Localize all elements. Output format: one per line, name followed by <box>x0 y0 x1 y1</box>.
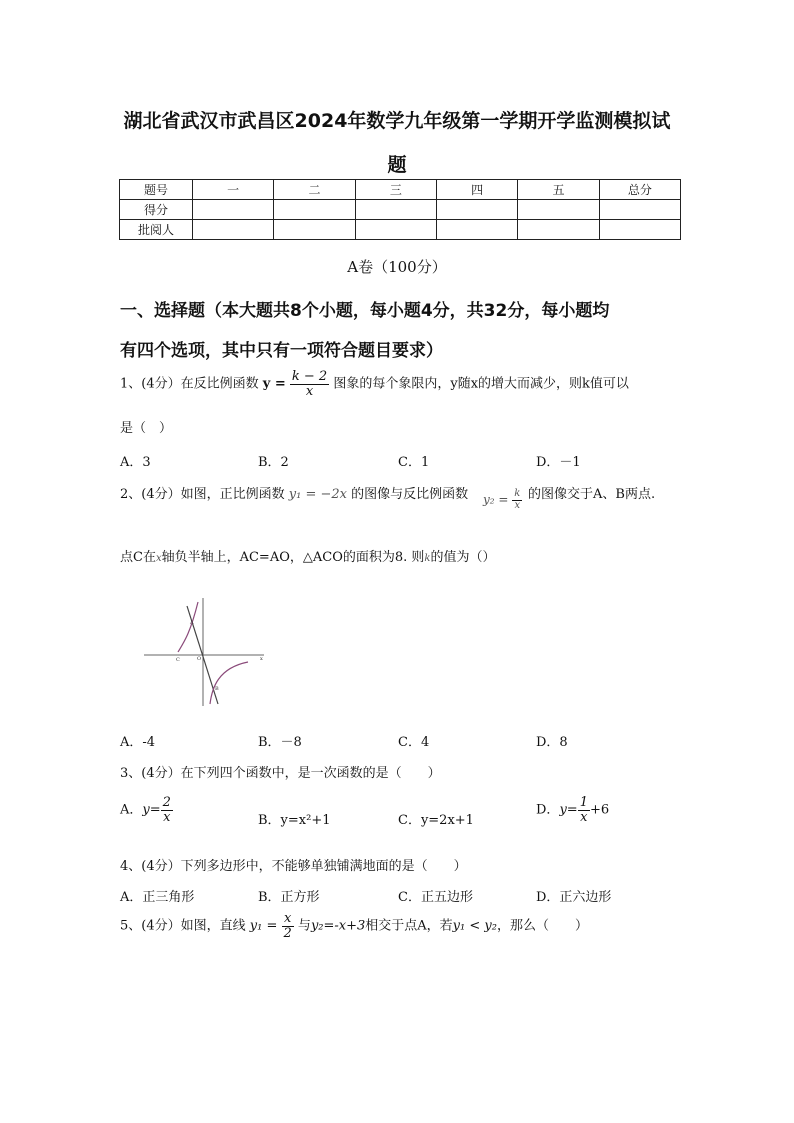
option-c[interactable]: C．4 <box>398 735 430 750</box>
denominator: x <box>305 383 314 399</box>
question-2 <box>120 483 468 502</box>
question-text: 轴负半轴上，AC=AO，△ACO的面积为8. 则 <box>161 550 425 565</box>
question-text: ，那么（ ） <box>496 918 588 934</box>
option-c[interactable]: C．正五边形 <box>398 890 473 905</box>
table-cell <box>193 200 274 220</box>
question-text: 5、(4分）如图，直线 <box>120 918 246 934</box>
option-d[interactable]: D．正六边形 <box>536 890 612 905</box>
question-text: 1、(4分）在反比例函数 <box>120 376 259 392</box>
table-cell: 得分 <box>120 200 193 220</box>
option-c[interactable]: C．1 <box>398 455 430 470</box>
table-cell <box>274 220 355 240</box>
formula-lhs: y= <box>559 802 578 818</box>
score-table <box>119 179 681 240</box>
formula: y₂=-x+3 <box>310 918 366 934</box>
table-cell <box>436 200 517 220</box>
fraction <box>290 370 329 398</box>
formula-lhs: y= <box>142 802 161 818</box>
table-cell: 题号 <box>120 180 193 200</box>
option-b[interactable]: B．正方形 <box>258 890 320 905</box>
table-cell <box>355 220 436 240</box>
option-label: D． <box>536 802 560 818</box>
denominator: x <box>514 499 521 511</box>
label-x-axis: x <box>260 656 263 662</box>
question-text: 2、(4分）如图，正比例函数 <box>120 487 285 502</box>
fraction <box>512 489 522 511</box>
option-b[interactable]: B．－8 <box>258 735 302 750</box>
question-text: 图象的每个象限内，y随x的增大而减少，则k值可以 <box>333 376 629 392</box>
numerator: k − 2 <box>291 369 328 384</box>
section-heading: A卷（100分） <box>347 258 447 276</box>
document-title-line1: 湖北省武汉市武昌区2024年数学九年级第一学期开学监测模拟试 <box>123 110 671 132</box>
option-c[interactable]: C．y=2x+1 <box>398 813 474 828</box>
option-b[interactable]: B．2 <box>258 455 289 470</box>
table-cell <box>274 200 355 220</box>
denominator: x <box>163 809 171 825</box>
table-cell <box>599 220 680 240</box>
table-cell: 批阅人 <box>120 220 193 240</box>
table-cell: 一 <box>193 180 274 200</box>
fraction <box>578 796 590 824</box>
table-cell: 二 <box>274 180 355 200</box>
table-row <box>120 200 681 220</box>
question-text: 的图像与反比例函数 <box>351 487 469 502</box>
table-cell <box>193 220 274 240</box>
question-2-line2 <box>120 546 495 565</box>
var-x: x <box>155 553 162 564</box>
formula-lhs: y₁ = <box>249 918 278 934</box>
label-c: C <box>176 657 180 663</box>
table-cell <box>518 200 599 220</box>
question-1-line2: 是（ ） <box>120 421 173 436</box>
option-d[interactable]: D．8 <box>536 735 568 750</box>
part-heading-line1: 一、选择题（本大题共8个小题，每小题4分，共32分，每小题均 <box>120 301 610 321</box>
condition: y₁ < y₂ <box>452 918 497 934</box>
question-3: 3、(4分）在下列四个函数中，是一次函数的是（ ） <box>120 766 441 781</box>
fraction <box>161 796 173 824</box>
function-graph <box>140 596 270 708</box>
question-1 <box>120 370 629 398</box>
question-text: 的值为（） <box>430 550 496 565</box>
formula-y2 <box>483 489 522 511</box>
numerator: x <box>282 912 294 927</box>
table-cell <box>355 200 436 220</box>
numerator: 2 <box>162 795 171 810</box>
option-a[interactable]: A．3 <box>120 455 151 470</box>
formula-tail: +6 <box>589 802 610 818</box>
question-4: 4、(4分）下列多边形中，不能够单独铺满地面的是（ ） <box>120 859 467 874</box>
option-b[interactable]: B．y=x²+1 <box>258 813 331 828</box>
option-a[interactable]: A．-4 <box>120 735 156 750</box>
table-cell <box>599 200 680 220</box>
option-d[interactable]: D．－1 <box>536 455 581 470</box>
table-cell: 三 <box>355 180 436 200</box>
question-text: 相交于点A，若 <box>365 918 453 934</box>
label-b: B <box>215 686 219 692</box>
numerator: 1 <box>579 795 588 810</box>
question-text: 的图像交于A、B两点. <box>528 487 656 502</box>
fraction <box>282 912 294 940</box>
option-a[interactable] <box>120 796 173 824</box>
part-heading-line2: 有四个选项，其中只有一项符合题目要求） <box>120 341 443 361</box>
table-cell <box>518 220 599 240</box>
table-cell <box>436 220 517 240</box>
question-5 <box>120 912 588 940</box>
var-k: k <box>424 553 431 564</box>
table-cell: 总分 <box>599 180 680 200</box>
denominator: x <box>580 809 588 825</box>
formula-lhs: y = <box>262 376 286 392</box>
table-row <box>120 220 681 240</box>
option-d[interactable] <box>536 796 609 824</box>
document-title-line2: 题 <box>387 154 407 176</box>
numerator: k <box>514 488 521 499</box>
option-label: A． <box>120 802 143 818</box>
formula-lhs: y₂ = <box>483 492 509 507</box>
denominator: 2 <box>283 925 292 941</box>
label-a: A <box>190 620 194 626</box>
score-table-header-row <box>120 180 681 200</box>
table-cell: 五 <box>518 180 599 200</box>
question-text: 点C在 <box>120 550 156 565</box>
table-cell: 四 <box>436 180 517 200</box>
label-o: O <box>197 656 202 662</box>
option-a[interactable]: A．正三角形 <box>120 890 195 905</box>
question-text: 与 <box>297 918 311 934</box>
formula: y₁ = −2x <box>288 487 347 502</box>
